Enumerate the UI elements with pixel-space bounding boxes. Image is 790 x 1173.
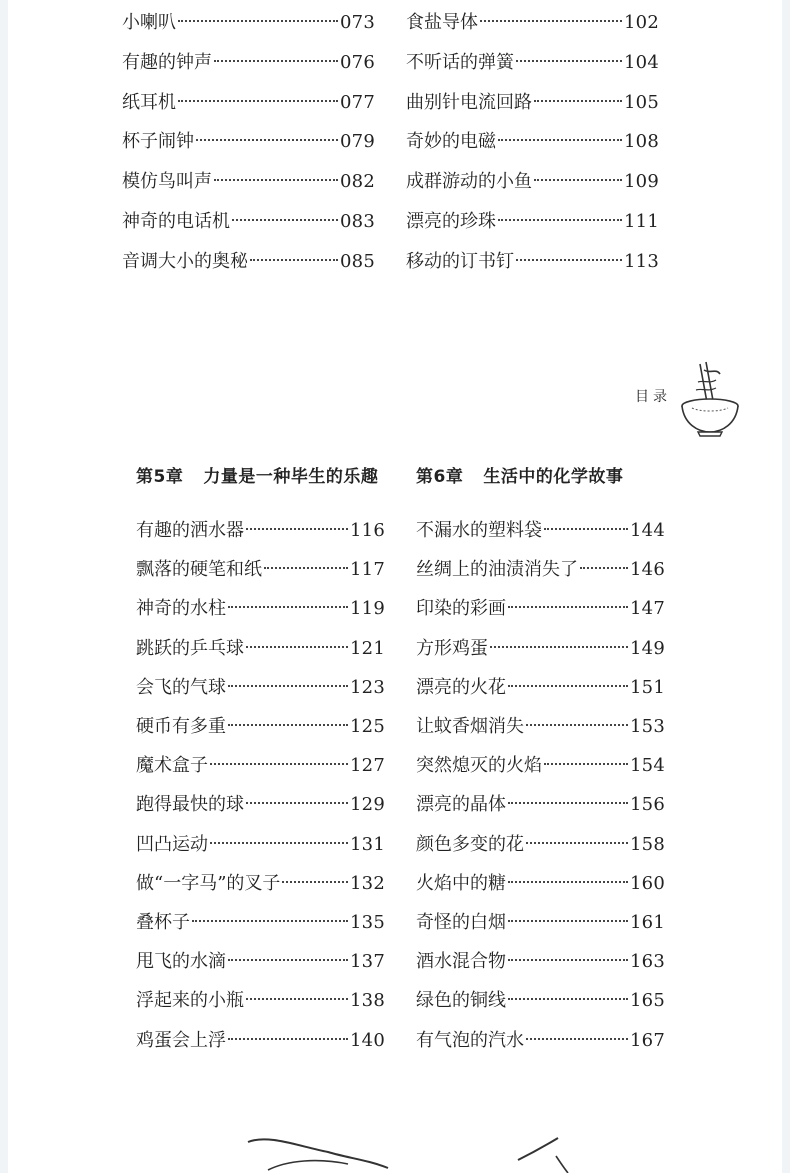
chapter-5-number: 第5章 <box>136 467 184 487</box>
toc-entry-title: 不漏水的塑料袋 <box>416 520 542 541</box>
toc-entry-title: 突然熄灭的火焰 <box>416 755 542 777</box>
toc-label: 目录 <box>635 389 671 405</box>
toc-entry-title: 奇妙的电磁 <box>406 131 496 153</box>
toc-entry-page: 119 <box>350 598 385 620</box>
toc-leader-dots <box>534 100 622 102</box>
toc-leader-dots <box>498 139 622 141</box>
toc-entry-title: 小喇叭 <box>122 12 176 33</box>
toc-entry[interactable] <box>416 634 665 664</box>
toc-entry-title: 凹凸运动 <box>136 833 208 855</box>
toc-leader-dots <box>228 1038 348 1040</box>
noodle-bowl-icon <box>680 360 742 438</box>
toc-entry-page: 082 <box>340 171 375 193</box>
toc-entry-page: 125 <box>350 716 385 737</box>
toc-entry-title: 有趣的钟声 <box>122 51 212 73</box>
toc-entry[interactable] <box>416 555 665 585</box>
toc-entry-title: 魔术盒子 <box>136 755 208 777</box>
toc-entry[interactable] <box>136 594 385 624</box>
toc-entry-title: 不听话的弹簧 <box>406 51 514 73</box>
toc-entry-title: 硬币有多重 <box>136 716 226 737</box>
toc-entry[interactable] <box>416 673 665 703</box>
toc-leader-dots <box>508 802 628 804</box>
toc-entry-title: 跑得最快的球 <box>136 794 244 816</box>
toc-entry-title: 神奇的电话机 <box>122 211 230 232</box>
toc-entry-title: 纸耳机 <box>122 91 176 113</box>
toc-leader-dots <box>210 842 348 844</box>
toc-entry-title: 移动的订书钉 <box>406 250 514 272</box>
chapter-5-heading <box>136 462 378 492</box>
toc-entry-page: 076 <box>340 51 375 73</box>
toc-leader-dots <box>228 606 348 608</box>
toc-entry[interactable] <box>416 869 665 899</box>
toc-entry[interactable] <box>416 712 665 742</box>
toc-entry[interactable] <box>416 947 665 977</box>
toc-entry-title: 模仿鸟叫声 <box>122 171 212 193</box>
toc-entry[interactable] <box>406 167 659 197</box>
toc-entry-title: 飘落的硬笔和纸 <box>136 559 262 581</box>
toc-entry[interactable] <box>136 634 385 664</box>
toc-entry-title: 叠杯子 <box>136 912 190 933</box>
toc-entry[interactable] <box>136 790 385 820</box>
toc-leader-dots <box>282 881 348 883</box>
toc-entry-title: 漂亮的晶体 <box>416 794 506 816</box>
toc-leader-dots <box>508 920 628 922</box>
toc-entry-page: 083 <box>340 211 375 232</box>
toc-entry-title: 浮起来的小瓶 <box>136 990 244 1012</box>
toc-entry[interactable] <box>416 830 665 860</box>
toc-entry-page: 135 <box>350 912 385 933</box>
toc-entry-title: 有气泡的汽水 <box>416 1029 524 1051</box>
toc-leader-dots <box>526 1038 628 1040</box>
toc-entry-title: 印染的彩画 <box>416 598 506 620</box>
toc-entry-title: 绿色的铜线 <box>416 990 506 1012</box>
toc-leader-dots <box>580 567 628 569</box>
toc-leader-dots <box>232 219 338 221</box>
toc-entry-page: 137 <box>350 951 385 973</box>
toc-entry[interactable] <box>122 247 375 277</box>
toc-entry-title: 做“一字马”的叉子 <box>136 872 281 894</box>
toc-leader-dots <box>178 100 338 102</box>
toc-entry-title: 神奇的水柱 <box>136 598 226 620</box>
toc-leader-dots <box>214 60 338 62</box>
toc-entry-page: 123 <box>350 676 385 698</box>
toc-entry[interactable] <box>416 594 665 624</box>
toc-entry-title: 鸡蛋会上浮 <box>136 1029 226 1051</box>
toc-entry-title: 酒水混合物 <box>416 951 506 973</box>
toc-leader-dots <box>246 646 348 648</box>
toc-entry[interactable] <box>136 751 385 781</box>
toc-entry-title: 让蚊香烟消失 <box>416 716 524 737</box>
toc-leader-dots <box>516 60 622 62</box>
toc-leader-dots <box>508 685 628 687</box>
toc-entry[interactable] <box>122 48 375 78</box>
toc-page <box>8 0 782 1173</box>
toc-leader-dots <box>214 179 338 181</box>
toc-entry-page: 104 <box>624 51 659 73</box>
toc-entry-title: 奇怪的白烟 <box>416 912 506 933</box>
toc-entry[interactable] <box>136 555 385 585</box>
toc-entry-page: 102 <box>624 12 659 33</box>
toc-entry-page: 144 <box>630 520 665 541</box>
toc-entry-page: 146 <box>630 559 665 581</box>
toc-leader-dots <box>246 528 348 530</box>
toc-entry-page: 154 <box>630 755 665 777</box>
toc-entry[interactable] <box>406 48 659 78</box>
toc-entry-page: 073 <box>340 12 375 33</box>
toc-leader-dots <box>228 959 348 961</box>
toc-entry[interactable] <box>416 1026 665 1056</box>
chapter-6-heading <box>416 462 623 492</box>
toc-entry-page: 149 <box>630 637 665 659</box>
toc-entry-title: 方形鸡蛋 <box>416 637 488 659</box>
toc-entry-title: 音调大小的奥秘 <box>122 250 248 272</box>
chapter-6-number: 第6章 <box>416 467 464 487</box>
toc-entry[interactable] <box>122 127 375 157</box>
toc-entry-page: 151 <box>630 676 665 698</box>
toc-entry-page: 138 <box>350 990 385 1012</box>
toc-leader-dots <box>192 920 348 922</box>
chapter-6-title: 生活中的化学故事 <box>483 467 624 487</box>
toc-leader-dots <box>544 763 628 765</box>
toc-leader-dots <box>480 20 622 22</box>
toc-entry-page: 140 <box>350 1029 385 1051</box>
toc-leader-dots <box>508 881 628 883</box>
toc-leader-dots <box>544 528 628 530</box>
toc-entry[interactable] <box>122 88 375 118</box>
toc-entry-page: 167 <box>630 1029 665 1051</box>
toc-entry[interactable] <box>136 1026 385 1056</box>
toc-entry[interactable] <box>122 207 375 237</box>
toc-entry-page: 109 <box>624 171 659 193</box>
toc-leader-dots <box>508 998 628 1000</box>
toc-entry-title: 甩飞的水滴 <box>136 951 226 973</box>
toc-entry[interactable] <box>122 167 375 197</box>
toc-entry-page: 079 <box>340 131 375 153</box>
toc-entry[interactable] <box>136 986 385 1016</box>
toc-entry-page: 147 <box>630 598 665 620</box>
toc-entry-page: 117 <box>350 559 385 581</box>
toc-entry-page: 127 <box>350 755 385 777</box>
toc-entry[interactable] <box>136 673 385 703</box>
toc-entry-page: 113 <box>624 250 659 272</box>
toc-entry-page: 156 <box>630 794 665 816</box>
toc-entry-page: 105 <box>624 91 659 113</box>
toc-leader-dots <box>228 685 348 687</box>
chapter-5-title: 力量是一种毕生的乐趣 <box>203 467 379 487</box>
toc-entry-title: 跳跃的乒乓球 <box>136 637 244 659</box>
toc-entry-page: 132 <box>350 872 385 894</box>
toc-leader-dots <box>490 646 628 648</box>
toc-leader-dots <box>498 219 622 221</box>
toc-entry[interactable] <box>136 869 385 899</box>
toc-entry-title: 有趣的洒水器 <box>136 520 244 541</box>
toc-entry-title: 颜色多变的花 <box>416 833 524 855</box>
toc-leader-dots <box>250 259 338 261</box>
toc-leader-dots <box>508 959 628 961</box>
toc-leader-dots <box>516 259 622 261</box>
toc-entry-page: 153 <box>630 716 665 737</box>
toc-entry-page: 111 <box>624 211 659 232</box>
toc-entry[interactable] <box>136 712 385 742</box>
toc-leader-dots <box>246 998 348 1000</box>
toc-entry-title: 杯子闹钟 <box>122 131 194 153</box>
toc-entry[interactable] <box>416 790 665 820</box>
sketch-doodle-icon <box>238 1130 598 1173</box>
toc-entry[interactable] <box>406 247 659 277</box>
toc-entry[interactable] <box>416 751 665 781</box>
toc-leader-dots <box>508 606 628 608</box>
toc-leader-dots <box>534 179 622 181</box>
toc-entry-page: 085 <box>340 250 375 272</box>
toc-entry[interactable] <box>416 908 665 938</box>
toc-leader-dots <box>178 20 338 22</box>
toc-leader-dots <box>526 724 628 726</box>
toc-entry-title: 成群游动的小鱼 <box>406 171 532 193</box>
toc-entry-page: 108 <box>624 131 659 153</box>
toc-entry-page: 121 <box>350 637 385 659</box>
toc-entry[interactable] <box>122 8 375 38</box>
toc-entry-title: 漂亮的火花 <box>416 676 506 698</box>
toc-leader-dots <box>196 139 338 141</box>
toc-entry-page: 077 <box>340 91 375 113</box>
toc-entry[interactable] <box>406 8 659 38</box>
toc-entry-page: 116 <box>350 520 385 541</box>
toc-entry-title: 丝绸上的油渍消失了 <box>416 559 578 581</box>
toc-entry[interactable] <box>416 986 665 1016</box>
toc-leader-dots <box>526 842 628 844</box>
toc-entry[interactable] <box>406 207 659 237</box>
toc-entry-page: 158 <box>630 833 665 855</box>
toc-leader-dots <box>246 802 348 804</box>
toc-entry-page: 163 <box>630 951 665 973</box>
toc-entry-page: 160 <box>630 872 665 894</box>
toc-entry[interactable] <box>136 908 385 938</box>
toc-entry[interactable] <box>406 127 659 157</box>
toc-entry-title: 食盐导体 <box>406 12 478 33</box>
toc-entry-page: 129 <box>350 794 385 816</box>
toc-entry-title: 曲别针电流回路 <box>406 91 532 113</box>
toc-entry[interactable] <box>136 947 385 977</box>
toc-entry-page: 131 <box>350 833 385 855</box>
toc-entry[interactable] <box>406 88 659 118</box>
toc-leader-dots <box>264 567 348 569</box>
toc-leader-dots <box>210 763 348 765</box>
toc-entry-title: 漂亮的珍珠 <box>406 211 496 232</box>
toc-leader-dots <box>228 724 348 726</box>
toc-entry[interactable] <box>136 830 385 860</box>
toc-entry-page: 165 <box>630 990 665 1012</box>
toc-entry[interactable] <box>136 516 385 546</box>
toc-entry-title: 火焰中的糖 <box>416 872 506 894</box>
toc-entry-title: 会飞的气球 <box>136 676 226 698</box>
toc-entry[interactable] <box>416 516 665 546</box>
toc-entry-page: 161 <box>630 912 665 933</box>
